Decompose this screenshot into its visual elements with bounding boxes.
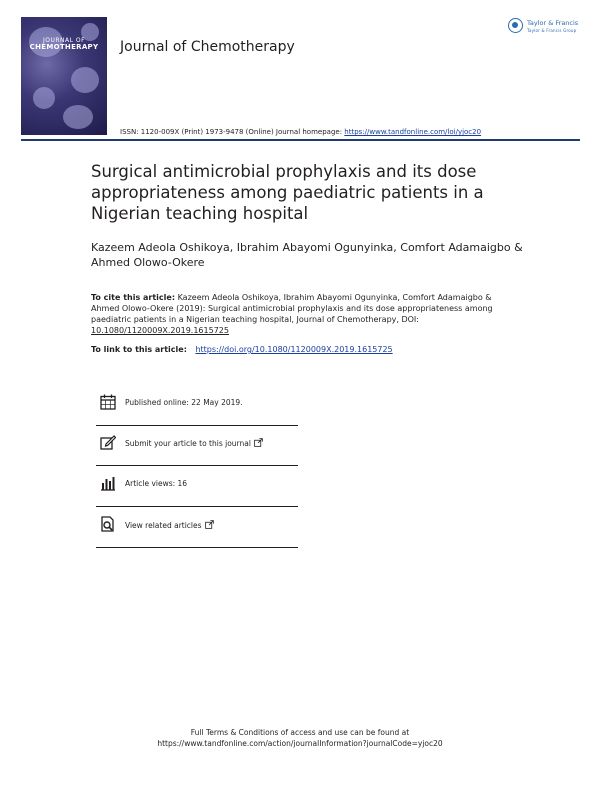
article-title: Surgical antimicrobial prophylaxis and its dose appropriateness among paediatric patients in a Nigerian teaching hospital [91,162,484,223]
citation-label: To cite this article: [91,293,176,302]
submit-article-link[interactable] [125,438,263,448]
publisher-subtitle: Taylor & Francis Group [527,28,577,33]
journal-cover-image[interactable] [21,17,107,135]
row-divider [96,547,298,548]
footer-terms-text: Full Terms & Conditions of access and use can be found at [190,728,410,737]
citation-text: Kazeem Adeola Oshikoya, Ibrahim Abayomi Ogunyinka, Comfort Adamaigbo & Ahmed Olowo-Okere (2019): Surgical antimicrobial prophylaxis and its dose appropriateness among paediatric patients in a Nigerian teaching hospital, Journal of Chemotherapy, DOI: [91,293,493,324]
issn-line [120,128,481,136]
article-authors: Kazeem Adeola Oshikoya, Ibrahim Abayomi Ogunyinka, Comfort Adamaigbo & Ahmed Olowo-Okere [91,241,523,269]
footer [0,727,600,749]
article-doi-link[interactable]: https://doi.org/10.1080/1120009X.2019.1615725 [195,345,393,354]
article-views-row[interactable] [96,467,298,507]
external-link-icon [205,520,214,529]
submit-article-label: Submit your article to this journal [125,439,251,448]
publisher-logo[interactable] [508,15,584,37]
citation-block [91,292,521,336]
header-divider [21,139,580,141]
external-link-icon [254,438,263,447]
cover-title-line1: JOURNAL OF [42,37,86,44]
submit-article-row[interactable] [96,426,298,466]
article-link-line [91,345,393,354]
publisher-logo-icon [508,18,523,33]
publisher-name: Taylor & Francis [527,19,579,27]
cover-title [21,38,107,52]
link-label: To link to this article: [91,345,187,354]
calendar-icon [100,394,116,410]
related-articles-label: View related articles [125,521,202,530]
citation-doi-link[interactable]: 10.1080/1120009X.2019.1615725 [91,326,229,335]
cover-decoration [63,105,93,129]
row-divider [96,465,298,466]
related-articles-row[interactable] [96,508,298,548]
published-row [96,386,298,426]
cover-title-line2: CHEMOTHERAPY [29,43,99,52]
edit-icon [100,434,116,450]
journal-homepage-link[interactable]: https://www.tandfonline.com/loi/yjoc20 [344,128,482,136]
published-date: Published online: 22 May 2019. [125,398,243,407]
document-search-icon [100,516,116,532]
related-articles-link[interactable] [125,520,214,530]
journal-title[interactable]: Journal of Chemotherapy [120,39,295,55]
issn-text: ISSN: 1120-009X (Print) 1973-9478 (Online) Journal homepage: [120,128,343,136]
cover-decoration [33,87,55,109]
article-views: Article views: 16 [125,479,188,488]
row-divider [96,506,298,507]
footer-terms-link[interactable]: https://www.tandfonline.com/action/journalInformation?journalCode=yjoc20 [157,739,443,748]
bar-chart-icon [100,475,116,491]
cover-decoration [71,67,99,93]
